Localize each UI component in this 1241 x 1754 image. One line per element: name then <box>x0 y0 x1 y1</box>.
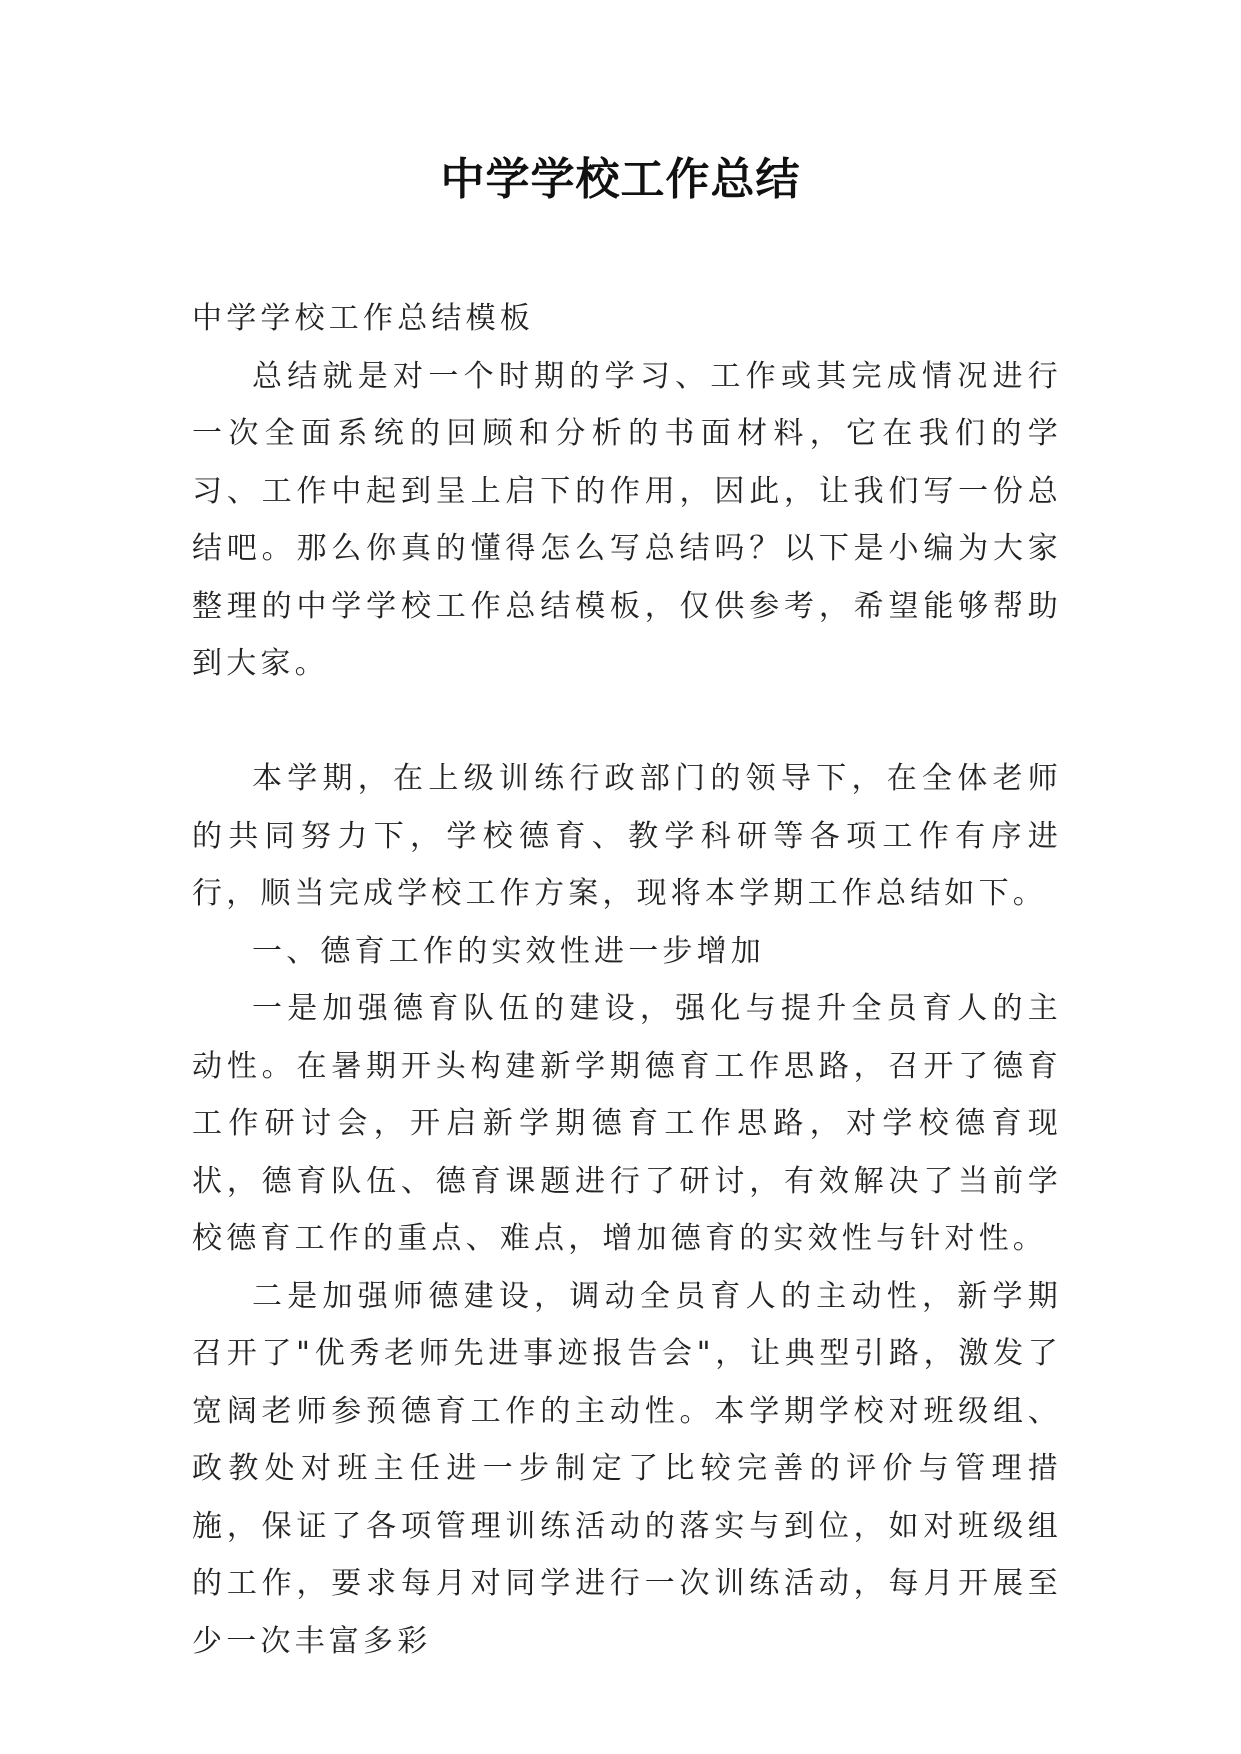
document-subtitle: 中学学校工作总结模板 <box>192 301 534 336</box>
intro-paragraph: 总结就是对一个时期的学习、工作或其完成情况进行一次全面系统的回顾和分析的书面材料，它在我们的学习、工作中起到呈上启下的作用，因此，让我们写一份总结吧。那么你真的懂得怎么写总结吗？以下是小编为大家整理的中学学校工作总结模板，仅供参考，希望能够帮助到大家。 <box>192 358 1062 681</box>
section-heading: 一、德育工作的实效性进一步增加 <box>252 933 765 969</box>
document-title: 中学学校工作总结 <box>440 154 801 205</box>
overview-paragraph: 本学期，在上级训练行政部门的领导下，在全体老师的共同努力下，学校德育、教学科研等各项工作有序进行，顺当完成学校工作方案，现将本学期工作总结如下。 <box>192 761 1062 911</box>
body-paragraph: 二是加强师德建设，调动全员育人的主动性，新学期召开了"优秀老师先进事迹报告会"，让典型引路，激发了宽阔老师参预德育工作的主动性。本学期学校对班级组、政教处对班主任进一步制定了比较完善的评价与管理措施，保证了各项管理训练活动的落实与到位，如对班级组的工作，要求每月对同学进行一次训练活动，每月开展至少一次丰富多彩 <box>192 1278 1062 1659</box>
document-body <box>192 290 1062 1670</box>
body-paragraph: 一是加强德育队伍的建设，强化与提升全员育人的主动性。在暑期开头构建新学期德育工作思路，召开了德育工作研讨会，开启新学期德育工作思路，对学校德育现状，德育队伍、德育课题进行了研讨，有效解决了当前学校德育工作的重点、难点，增加德育的实效性与针对性。 <box>192 991 1062 1256</box>
